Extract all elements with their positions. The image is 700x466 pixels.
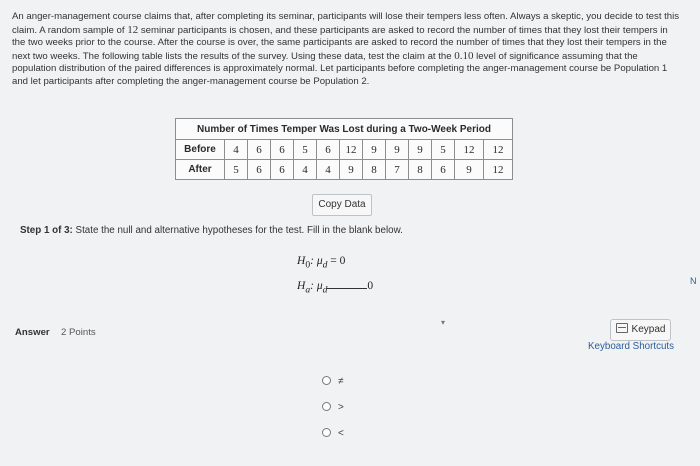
sample-size: 12 bbox=[127, 23, 139, 36]
table-cell: 9 bbox=[455, 160, 484, 180]
alpha-level: 0.10 bbox=[454, 49, 474, 62]
option-label: > bbox=[338, 402, 344, 413]
h0-mu: : μ bbox=[310, 255, 323, 267]
h0-mu-subscript: d bbox=[322, 259, 328, 271]
radio-icon[interactable] bbox=[322, 402, 331, 411]
keyboard-shortcuts-link[interactable]: Keyboard Shortcuts bbox=[588, 341, 675, 352]
ha-blank-field[interactable] bbox=[327, 278, 367, 289]
option-less-than[interactable] bbox=[322, 428, 344, 439]
answer-label: Answer bbox=[15, 327, 50, 338]
table-cell: 8 bbox=[363, 160, 386, 180]
table-cell: 9 bbox=[409, 140, 432, 160]
table-cell: 12 bbox=[484, 140, 513, 160]
null-hypothesis bbox=[297, 255, 345, 270]
radio-icon[interactable] bbox=[322, 376, 331, 385]
option-not-equal[interactable] bbox=[322, 376, 344, 387]
table-title: Number of Times Temper Was Lost during a Two-Week Period bbox=[176, 119, 513, 140]
table-cell: 9 bbox=[340, 160, 363, 180]
problem-text-3: level of significance assuming that the population distribution of the paired differences is approximately normal. Let participants before completing the anger-management course be Population 1 and let participants after completing the anger-management course be Population 2. bbox=[12, 50, 668, 87]
ha-value: 0 bbox=[367, 280, 374, 292]
ha-mu: : μ bbox=[310, 280, 323, 292]
table-row-after bbox=[176, 160, 513, 180]
edge-link-fragment: N bbox=[690, 276, 697, 286]
table-cell: 9 bbox=[363, 140, 386, 160]
option-label: < bbox=[338, 428, 344, 439]
keypad-button[interactable] bbox=[610, 319, 671, 341]
problem-text-1: An anger-management course claims that, after completing its seminar, participants will lose their tempers less often. Always a skeptic, you decide to test this claim. A random sample of bbox=[12, 11, 680, 36]
step-text: State the null and alternative hypotheses for the test. Fill in the blank below. bbox=[72, 225, 403, 236]
table-cell: 6 bbox=[248, 140, 271, 160]
table-cell: 12 bbox=[340, 140, 363, 160]
row-label: After bbox=[176, 160, 225, 180]
table-cell: 4 bbox=[294, 160, 317, 180]
ha-symbol: H bbox=[297, 280, 306, 292]
ha-mu-subscript: d bbox=[322, 284, 328, 296]
table-cell: 6 bbox=[432, 160, 455, 180]
row-label: Before bbox=[176, 140, 225, 160]
step-number: Step 1 of 3: bbox=[20, 225, 73, 236]
radio-icon[interactable] bbox=[322, 428, 331, 437]
option-label: ≠ bbox=[338, 376, 344, 387]
caret-icon: ▾ bbox=[441, 318, 446, 327]
keypad-label: Keypad bbox=[631, 324, 666, 335]
table-cell: 4 bbox=[317, 160, 340, 180]
table-cell: 5 bbox=[225, 160, 248, 180]
copy-data-button[interactable]: Copy Data bbox=[312, 194, 372, 216]
table-cell: 4 bbox=[225, 140, 248, 160]
table-cell: 5 bbox=[432, 140, 455, 160]
h0-subscript: 0 bbox=[305, 259, 311, 271]
h0-value: = 0 bbox=[327, 255, 346, 267]
h0-symbol: H bbox=[297, 255, 306, 267]
table-cell: 7 bbox=[386, 160, 409, 180]
table-cell: 6 bbox=[271, 140, 294, 160]
table-cell: 5 bbox=[294, 140, 317, 160]
problem-statement bbox=[12, 11, 680, 89]
table-cell: 12 bbox=[484, 160, 513, 180]
table-row-before bbox=[176, 140, 513, 160]
table-cell: 6 bbox=[248, 160, 271, 180]
step-instruction bbox=[20, 225, 403, 236]
alternative-hypothesis bbox=[297, 278, 373, 295]
ha-subscript: a bbox=[305, 284, 311, 296]
table-cell: 9 bbox=[386, 140, 409, 160]
table-cell: 12 bbox=[455, 140, 484, 160]
data-table bbox=[175, 118, 513, 180]
option-greater-than[interactable] bbox=[322, 402, 344, 413]
keypad-icon bbox=[616, 323, 628, 333]
table-cell: 6 bbox=[271, 160, 294, 180]
table-cell: 6 bbox=[317, 140, 340, 160]
table-cell: 8 bbox=[409, 160, 432, 180]
points-label: 2 Points bbox=[61, 327, 96, 338]
problem-text-2: seminar participants is chosen, and these participants are asked to record the number of times that they lost their tempers in the two weeks prior to the course. After the course is over, the same participants are asked to record the number of times that they lost their tempers in the next two weeks. The following table lists the results of the survey. Using these data, test the claim at the bbox=[12, 24, 668, 62]
